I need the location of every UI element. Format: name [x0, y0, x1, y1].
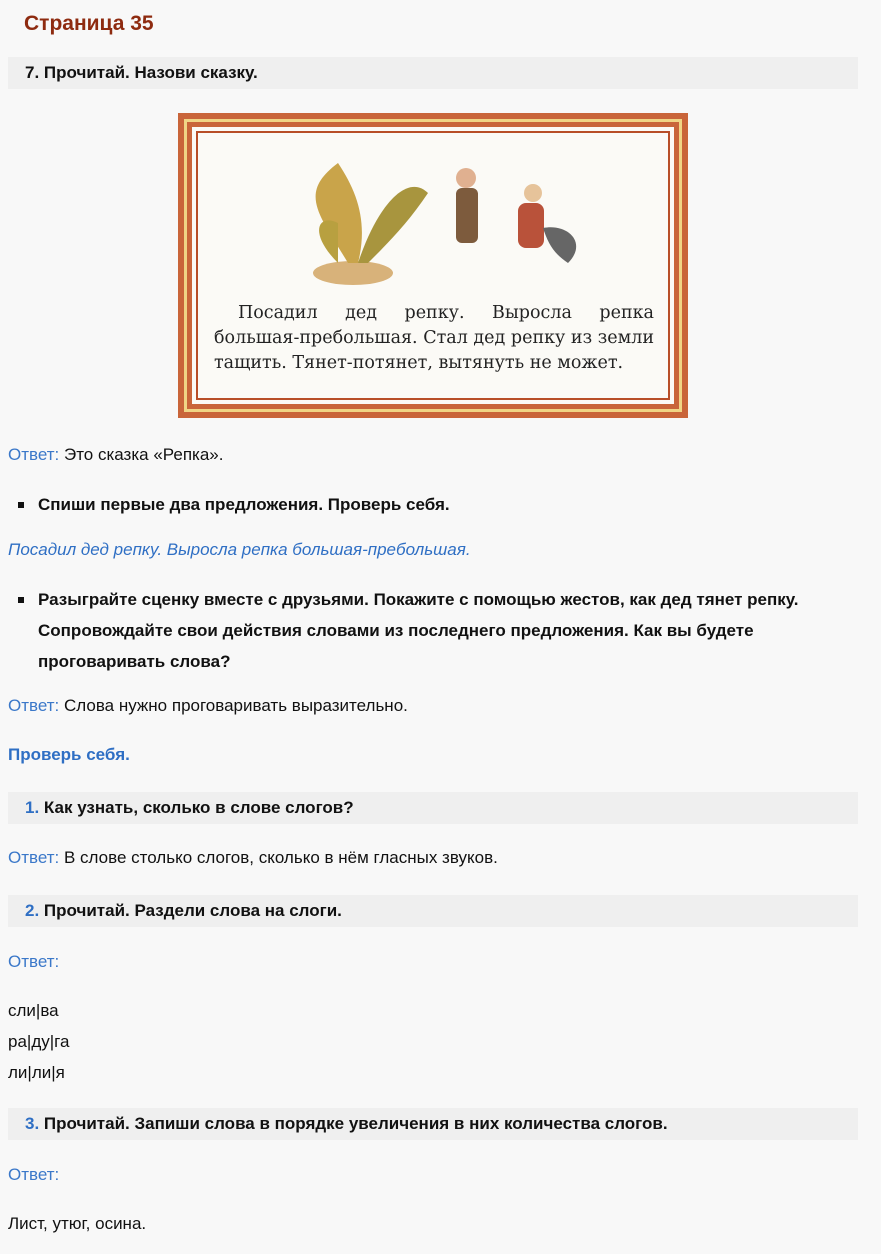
task-number: 7.	[25, 63, 40, 82]
question-text: Как узнать, сколько в слове слогов?	[43, 798, 354, 817]
check-yourself-heading: Проверь себя.	[8, 745, 130, 764]
answer-text: Лист, утюг, осина.	[8, 1214, 147, 1233]
page-title: Страница 35	[24, 12, 154, 35]
illustration-frame	[196, 131, 670, 400]
answer-label: Ответ:	[8, 445, 60, 464]
syllable-word: ли|ли|я	[8, 1063, 65, 1082]
task-7-header	[8, 57, 858, 89]
question-text: Прочитай. Раздели слова на слоги.	[43, 901, 342, 920]
question-3-header	[8, 1108, 858, 1140]
answer-label: Ответ:	[8, 848, 60, 867]
question-text: Прочитай. Запиши слова в порядке увеличения в них количества слогов.	[43, 1114, 668, 1133]
question-number: 2.	[25, 901, 40, 920]
bullet-act-scene: Разыграйте сценку вместе с друзьями. Покажите с помощью жестов, как дед тянет репку. Сопровождайте свои действия словами из последнего предложения. Как вы будете проговаривать слова?	[18, 584, 848, 677]
question-2-header	[8, 895, 858, 927]
answer-label: Ответ:	[8, 952, 60, 971]
grandpa-turnip-drawing	[198, 133, 668, 293]
bullet-1-answer: Посадил дед репку. Выросла репка большая-пребольшая.	[8, 540, 471, 559]
answer-label: Ответ:	[8, 696, 60, 715]
question-number: 3.	[25, 1114, 40, 1133]
task-text: Прочитай. Назови сказку.	[43, 63, 258, 82]
answer-label: Ответ:	[8, 1165, 60, 1184]
question-1-header	[8, 792, 858, 824]
syllable-word: сли|ва	[8, 1001, 59, 1020]
question-number: 1.	[25, 798, 40, 817]
fairy-tale-illustration	[178, 113, 688, 418]
answer-text: Слова нужно проговаривать выразительно.	[63, 696, 408, 715]
syllable-word: ра|ду|га	[8, 1032, 70, 1051]
bullet-copy-sentences: Спиши первые два предложения. Проверь себя.	[18, 489, 848, 520]
answer-text: Это сказка «Репка».	[63, 445, 224, 464]
answer-text: В слове столько слогов, сколько в нём гласных звуков.	[63, 848, 498, 867]
story-text: Посадил дед репку. Выросла репка большая-пребольшая. Стал дед репку из земли тащить. Тянет-потянет, вытянуть не может.	[214, 303, 654, 373]
